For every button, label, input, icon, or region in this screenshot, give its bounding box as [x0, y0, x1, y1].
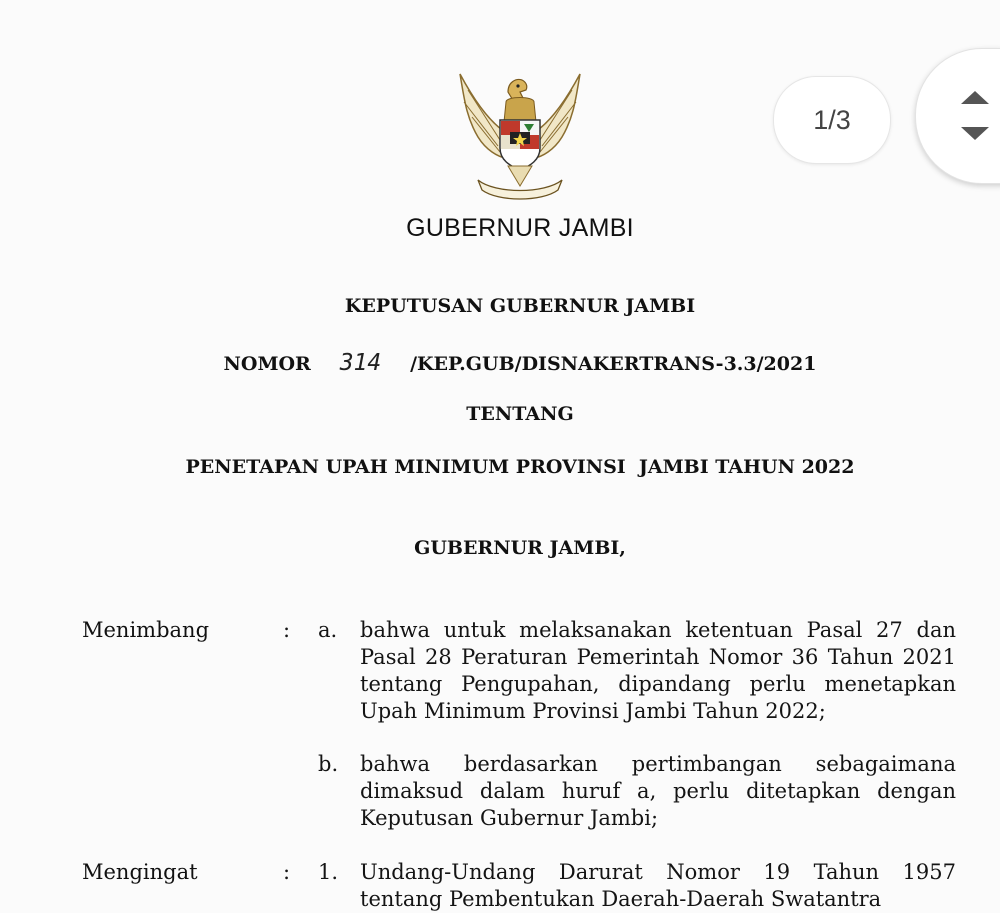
triangle-down-icon[interactable]	[961, 127, 989, 140]
menimbang-label: Menimbang	[82, 618, 210, 642]
consideration-item-b: bahwa berdasarkan pertimbangan sebagaimana dimaksud dalam huruf a, perlu ditetapkan dengan Keputusan Gubernur Jambi;	[360, 752, 956, 830]
garuda-emblem-icon	[450, 62, 590, 212]
number-prefix: NOMOR	[223, 353, 311, 375]
decree-subject: PENETAPAN UPAH MINIMUM PROVINSI JAMBI TAHUN 2022	[185, 456, 855, 478]
triangle-up-icon[interactable]	[961, 91, 989, 104]
item-marker: 1.	[318, 860, 339, 884]
page-scroll-control[interactable]	[915, 48, 1000, 184]
mengingat-label: Mengingat	[82, 860, 198, 884]
number-suffix: /KEP.GUB/DISNAKERTRANS-3.3/2021	[410, 353, 817, 375]
item-marker: b.	[318, 752, 339, 776]
consideration-item-a: bahwa untuk melaksanakan ketentuan Pasal 27 dan Pasal 28 Peraturan Pemerintah Nomor 36 Tahun 2021 tentang Pengupahan, dipandang perlu menetapkan Upah Minimum Provinsi Jambi Tahun 2022;	[360, 618, 956, 723]
governor-heading: GUBERNUR JAMBI	[406, 214, 634, 242]
item-marker: a.	[318, 618, 338, 642]
menimbang-colon: :	[283, 618, 291, 642]
decree-number	[0, 350, 1000, 376]
page-indicator: 1/3	[773, 76, 891, 164]
handwritten-number: 314	[339, 350, 382, 376]
legal-basis-item-1: Undang-Undang Darurat Nomor 19 Tahun 1957 tentang Pembentukan Daerah-Daerah Swatantra	[360, 860, 956, 911]
issuer-line: GUBERNUR JAMBI,	[414, 537, 626, 559]
about-label: TENTANG	[466, 403, 574, 425]
mengingat-colon: :	[283, 860, 291, 884]
decree-title: KEPUTUSAN GUBERNUR JAMBI	[344, 295, 696, 317]
